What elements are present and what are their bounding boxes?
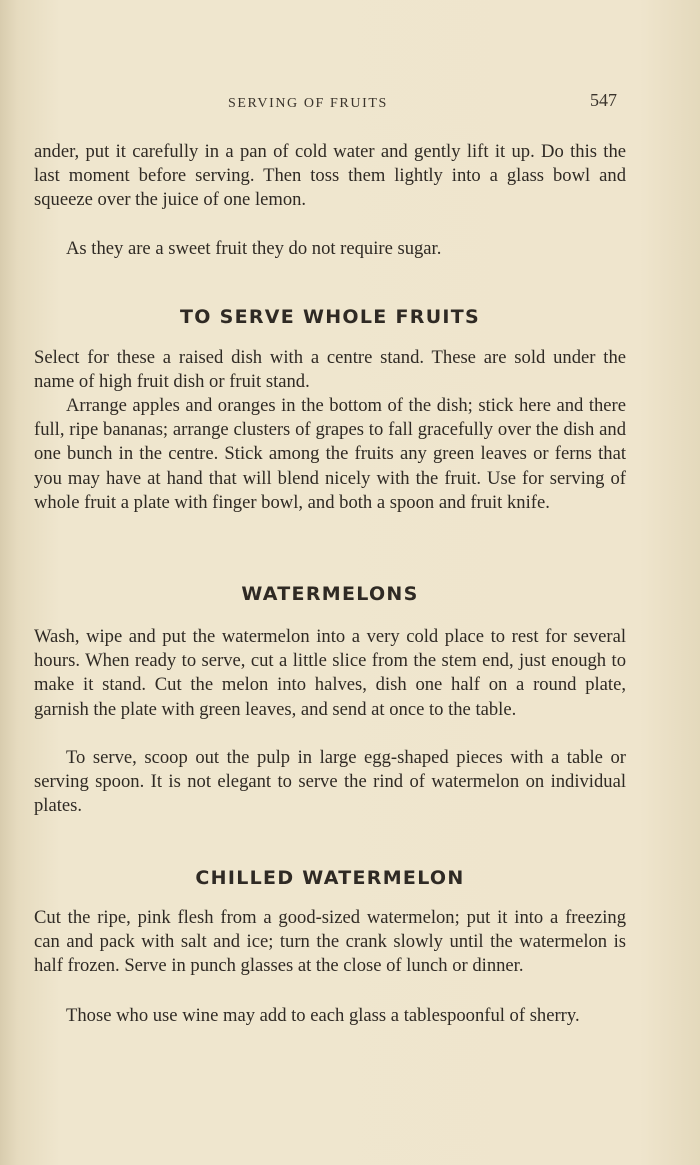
watermelons-paragraph-2: To serve, scoop out the pulp in large egg-shaped pieces with a table or serving spoon. It is not elegant to serve the rind of watermelon on individual plates. — [34, 747, 626, 817]
continuation-paragraph-2: As they are a sweet fruit they do not require sugar. — [66, 238, 442, 259]
watermelons-paragraph-1: Wash, wipe and put the watermelon into a very cold place to rest for several hours. When ready to serve, cut a little slice from the stem end, just enough to make it stand. Cut the melon into halves, dish one half on a round plate, garnish the plate with green leaves, and send at once to the table. — [34, 626, 626, 720]
page-number: 547 — [590, 90, 617, 110]
continuation-paragraph: ander, put it carefully in a pan of cold water and gently lift it up. Do this the last moment before serving. Then toss them lightly into a glass bowl and squeeze over the juice of one lemon. — [34, 141, 626, 211]
section-heading-watermelons: WATERMELONS — [241, 583, 419, 605]
chilled-watermelon-paragraph-2: Those who use wine may add to each glass a tablespoonful of sherry. — [66, 1005, 580, 1026]
whole-fruits-paragraph-2: Arrange apples and oranges in the bottom of the dish; stick here and there full, ripe bananas; arrange clusters of grapes to fall gracefully over the dish and one bunch in the centre. Stick among the fruits any green leaves or ferns that you may have at hand that will blend nicely with the fruit. Use for serving of whole fruit a plate with finger bowl, and both a spoon and fruit knife. — [34, 395, 626, 513]
chilled-watermelon-paragraph-1: Cut the ripe, pink flesh from a good-sized watermelon; put it into a freezing can and pack with salt and ice; turn the crank slowly until the watermelon is half frozen. Serve in punch glasses at the close of lunch or dinner. — [34, 907, 626, 977]
running-head: SERVING OF FRUITS — [228, 96, 388, 111]
section-heading-whole-fruits: TO SERVE WHOLE FRUITS — [179, 306, 481, 328]
section-heading-chilled-watermelon: CHILLED WATERMELON — [195, 867, 465, 889]
whole-fruits-paragraph-1: Select for these a raised dish with a centre stand. These are sold under the name of high fruit dish or fruit stand. — [34, 347, 626, 393]
